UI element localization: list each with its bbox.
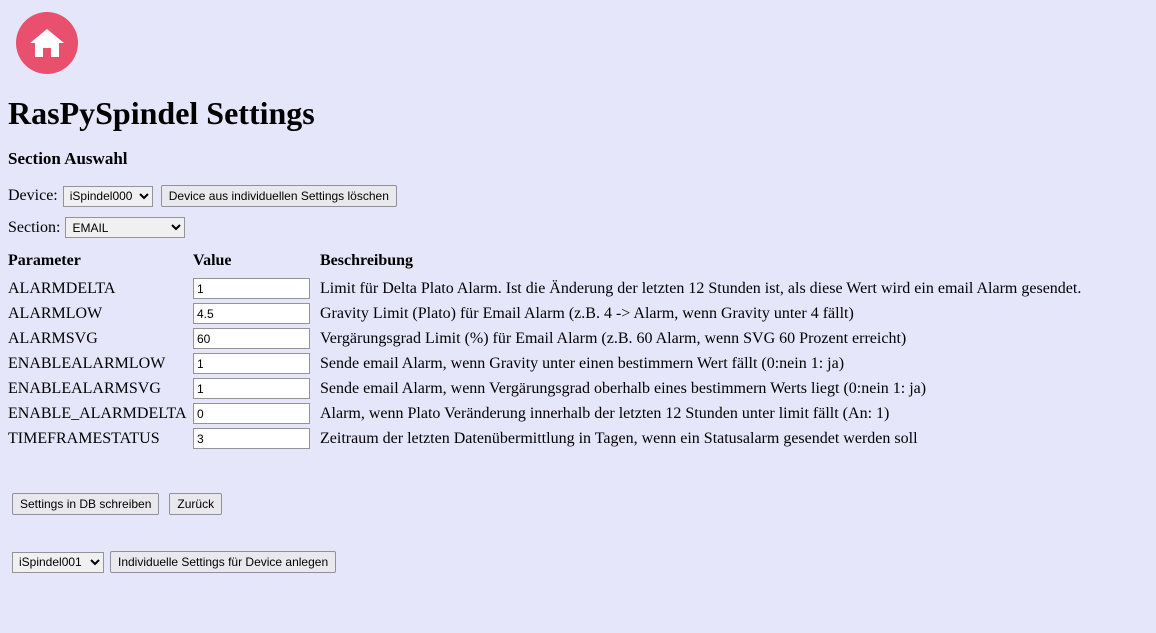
value-cell (193, 276, 320, 301)
device-select[interactable] (63, 186, 153, 207)
value-input[interactable] (193, 328, 310, 349)
value-cell (193, 401, 320, 426)
parameter-name: ALARMSVG (8, 329, 98, 347)
table-row (8, 351, 1081, 376)
table-header (8, 252, 1081, 276)
page-title: RasPySpindel Settings (8, 95, 315, 131)
section-label: Section: (8, 218, 61, 236)
section-heading: Section Auswahl (8, 149, 128, 169)
table-body (8, 276, 1081, 451)
value-cell (193, 376, 320, 401)
parameter-description: Zeitraum der letzten Datenübermittlung in Tagen, wenn ein Statusalarm gesendet werden soll (320, 429, 918, 447)
value-input[interactable] (193, 378, 310, 399)
delete-device-button[interactable]: Device aus individuellen Settings löschen (161, 185, 397, 207)
value-cell (193, 326, 320, 351)
value-input[interactable] (193, 303, 310, 324)
create-device-settings-button[interactable]: Individuelle Settings für Device anlegen (110, 551, 336, 573)
parameter-description: Sende email Alarm, wenn Vergärungsgrad oberhalb eines bestimmern Werts liegt (0:nein 1: ja) (320, 379, 927, 397)
parameter-description: Vergärungsgrad Limit (%) für Email Alarm (z.B. 60 Alarm, wenn SVG 60 Prozent erreicht) (320, 329, 907, 347)
parameter-name: ALARMLOW (8, 304, 103, 322)
value-input[interactable] (193, 403, 310, 424)
table-header-row (8, 252, 1081, 276)
table-row (8, 301, 1081, 326)
parameter-name: ENABLE_ALARMDELTA (8, 404, 187, 422)
device-row (8, 185, 1148, 207)
parameter-description: Sende email Alarm, wenn Gravity unter einen bestimmern Wert fällt (0:nein 1: ja) (320, 354, 845, 372)
table-row (8, 426, 1081, 451)
device-label: Device: (8, 187, 58, 205)
save-settings-button[interactable]: Settings in DB schreiben (12, 493, 159, 515)
table-row (8, 276, 1081, 301)
column-value: Value (193, 252, 232, 270)
create-device-row (8, 551, 1148, 573)
column-description: Beschreibung (320, 252, 414, 270)
value-cell (193, 426, 320, 451)
back-button[interactable]: Zurück (169, 493, 222, 515)
table-row (8, 401, 1081, 426)
parameter-name: ALARMDELTA (8, 279, 116, 297)
home-icon (16, 12, 78, 74)
settings-table (8, 252, 1081, 451)
parameter-description: Gravity Limit (Plato) für Email Alarm (z.B. 4 -> Alarm, wenn Gravity unter 4 fällt) (320, 304, 854, 322)
parameter-description: Limit für Delta Plato Alarm. Ist die Änderung der letzten 12 Stunden ist, als diese Wert wird ein email Alarm gesendet. (320, 279, 1082, 297)
new-device-select[interactable] (12, 552, 104, 573)
value-input[interactable] (193, 353, 310, 374)
value-cell (193, 301, 320, 326)
actions-row (8, 493, 1148, 515)
section-select[interactable] (65, 217, 185, 238)
value-cell (193, 351, 320, 376)
parameter-name: ENABLEALARMSVG (8, 379, 161, 397)
value-input[interactable] (193, 428, 310, 449)
table-row (8, 326, 1081, 351)
parameter-name: TIMEFRAMESTATUS (8, 429, 160, 447)
table-row (8, 376, 1081, 401)
parameter-name: ENABLEALARMLOW (8, 354, 166, 372)
parameter-description: Alarm, wenn Plato Veränderung innerhalb der letzten 12 Stunden unter limit fällt (An: 1) (320, 404, 890, 422)
section-row (8, 217, 1148, 238)
column-parameter: Parameter (8, 252, 81, 270)
value-input[interactable] (193, 278, 310, 299)
